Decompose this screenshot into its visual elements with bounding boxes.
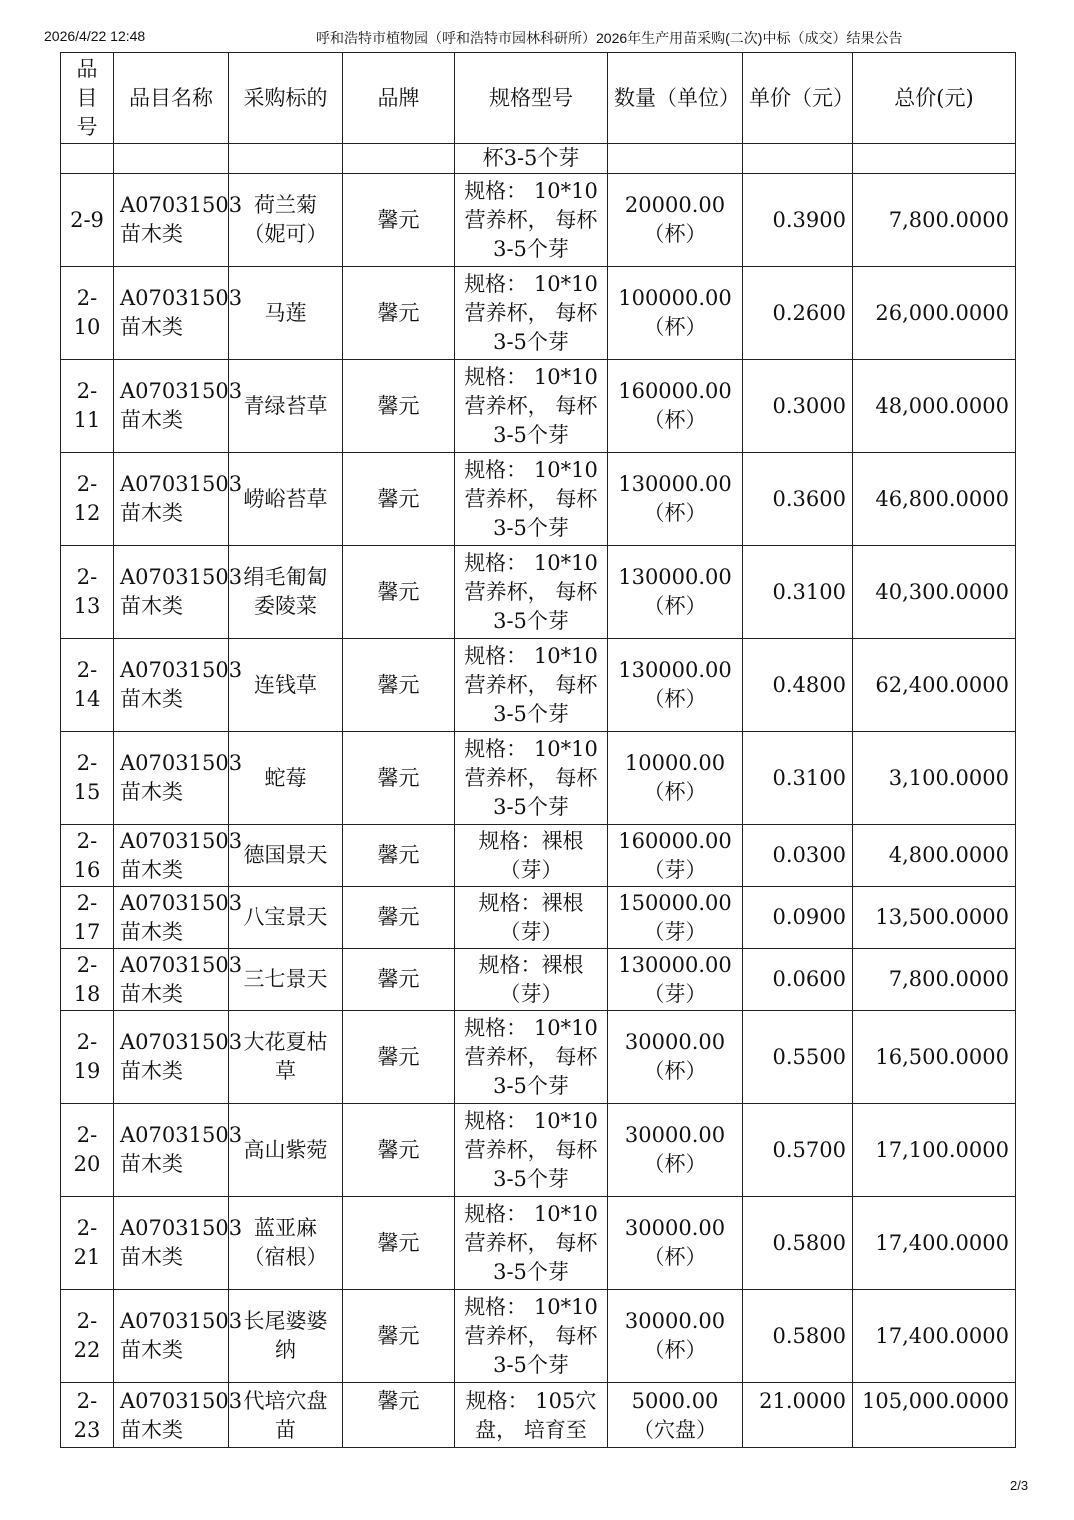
item-name-cell: 崂峪苔草	[229, 453, 343, 546]
spec-cell: 规格： 10*10营养杯， 每杯3-5个芽	[455, 1011, 608, 1104]
quantity-cell: 160000.00（杯）	[608, 360, 743, 453]
brand-cell: 馨元	[343, 825, 455, 887]
total-price-cell: 17,400.0000	[853, 1197, 1016, 1290]
category-cell: A07031503 苗木类	[114, 732, 229, 825]
total-price-cell: 105,000.0000	[853, 1383, 1016, 1448]
unit-price-cell: 0.3100	[743, 732, 853, 825]
quantity-cell: 100000.00（杯）	[608, 267, 743, 360]
item-no-cell: 2-19	[61, 1011, 114, 1104]
spec-cell: 规格： 10*10营养杯， 每杯3-5个芽	[455, 732, 608, 825]
category-cell: A07031503 苗木类	[114, 267, 229, 360]
brand-cell: 馨元	[343, 1104, 455, 1197]
item-name-cell: 德国景天	[229, 825, 343, 887]
col-header-spec: 规格型号	[455, 53, 608, 144]
total-price-cell: 3,100.0000	[853, 732, 1016, 825]
quantity-cell: 10000.00（杯）	[608, 732, 743, 825]
table-row	[61, 1011, 1016, 1104]
quantity-cell: 30000.00（杯）	[608, 1290, 743, 1383]
unit-price-cell: 0.0900	[743, 887, 853, 949]
unit-price-cell: 0.3900	[743, 174, 853, 267]
quantity-cell: 130000.00（芽）	[608, 949, 743, 1011]
table-row	[61, 1290, 1016, 1383]
total-price-cell: 40,300.0000	[853, 546, 1016, 639]
quantity-cell: 20000.00（杯）	[608, 174, 743, 267]
spec-cell: 规格： 10*10营养杯， 每杯3-5个芽	[455, 639, 608, 732]
table-row-continuation	[61, 144, 1016, 174]
brand-cell: 馨元	[343, 1011, 455, 1104]
brand-cell: 馨元	[343, 732, 455, 825]
total-price-cell: 16,500.0000	[853, 1011, 1016, 1104]
item-name-cell: 蛇莓	[229, 732, 343, 825]
category-cell: A07031503 苗木类	[114, 949, 229, 1011]
category-cell: A07031503 苗木类	[114, 887, 229, 949]
item-no-cell: 2-16	[61, 825, 114, 887]
total-price-cell: 46,800.0000	[853, 453, 1016, 546]
total-price-cell: 48,000.0000	[853, 360, 1016, 453]
category-cell: A07031503 苗木类	[114, 174, 229, 267]
item-no-cell: 2-9	[61, 174, 114, 267]
table-row	[61, 887, 1016, 949]
table-row	[61, 639, 1016, 732]
spec-cell: 规格： 10*10营养杯， 每杯3-5个芽	[455, 546, 608, 639]
spec-cell: 规格： 10*10营养杯， 每杯3-5个芽	[455, 174, 608, 267]
spec-cell: 规格： 10*10营养杯， 每杯3-5个芽	[455, 1104, 608, 1197]
total-price-cell: 7,800.0000	[853, 949, 1016, 1011]
quantity-cell: 160000.00（芽）	[608, 825, 743, 887]
brand-cell: 馨元	[343, 639, 455, 732]
table-row	[61, 1383, 1016, 1448]
spec-cell: 规格：裸根（芽）	[455, 887, 608, 949]
unit-price-cell: 0.5700	[743, 1104, 853, 1197]
item-name-cell: 大花夏枯草	[229, 1011, 343, 1104]
category-cell: A07031503 苗木类	[114, 453, 229, 546]
quantity-cell: 130000.00（杯）	[608, 453, 743, 546]
item-no-cell: 2-23	[61, 1383, 114, 1448]
spec-cell: 规格： 10*10营养杯， 每杯3-5个芽	[455, 1197, 608, 1290]
table-row	[61, 546, 1016, 639]
total-price-cell: 7,800.0000	[853, 174, 1016, 267]
total-price-cell: 17,400.0000	[853, 1290, 1016, 1383]
table-row	[61, 1197, 1016, 1290]
item-name-cell: 代培穴盘苗	[229, 1383, 343, 1448]
item-name-cell: 三七景天	[229, 949, 343, 1011]
brand-cell: 馨元	[343, 174, 455, 267]
unit-price-cell: 0.3600	[743, 453, 853, 546]
quantity-cell: 5000.00（穴盘）	[608, 1383, 743, 1448]
item-no-cell: 2-18	[61, 949, 114, 1011]
item-no-cell: 2-20	[61, 1104, 114, 1197]
table-row	[61, 453, 1016, 546]
category-cell: A07031503 苗木类	[114, 639, 229, 732]
item-name-cell: 蓝亚麻（宿根）	[229, 1197, 343, 1290]
page-number: 2/3	[1010, 1478, 1029, 1493]
item-no-cell: 2-10	[61, 267, 114, 360]
unit-price-cell: 21.0000	[743, 1383, 853, 1448]
item-name-cell: 马莲	[229, 267, 343, 360]
table-row	[61, 825, 1016, 887]
spec-cell: 规格： 10*10营养杯， 每杯3-5个芽	[455, 453, 608, 546]
brand-cell: 馨元	[343, 546, 455, 639]
item-name-cell: 连钱草	[229, 639, 343, 732]
spec-cell: 规格： 105穴盘， 培育至	[455, 1383, 608, 1448]
col-header-no: 品目号	[61, 53, 114, 144]
total-price-cell: 4,800.0000	[853, 825, 1016, 887]
print-datetime: 2026/4/22 12:48	[44, 28, 146, 44]
quantity-cell: 30000.00（杯）	[608, 1011, 743, 1104]
table-row	[61, 174, 1016, 267]
category-cell: A07031503 苗木类	[114, 1011, 229, 1104]
brand-cell: 馨元	[343, 267, 455, 360]
item-no-cell: 2-13	[61, 546, 114, 639]
unit-price-cell: 0.3000	[743, 360, 853, 453]
quantity-cell: 30000.00（杯）	[608, 1104, 743, 1197]
spec-cell: 规格：裸根（芽）	[455, 825, 608, 887]
category-cell: A07031503 苗木类	[114, 546, 229, 639]
total-price-cell: 13,500.0000	[853, 887, 1016, 949]
brand-cell: 馨元	[343, 453, 455, 546]
spec-cell: 规格： 10*10营养杯， 每杯3-5个芽	[455, 1290, 608, 1383]
spec-cell: 规格：裸根（芽）	[455, 949, 608, 1011]
col-header-category: 品目名称	[114, 53, 229, 144]
total-price-cell: 62,400.0000	[853, 639, 1016, 732]
category-cell: A07031503 苗木类	[114, 1290, 229, 1383]
item-name-cell: 荷兰菊（妮可）	[229, 174, 343, 267]
item-name-cell: 高山紫菀	[229, 1104, 343, 1197]
unit-price-cell: 0.2600	[743, 267, 853, 360]
unit-price-cell: 0.3100	[743, 546, 853, 639]
unit-price-cell: 0.5800	[743, 1290, 853, 1383]
col-header-qty: 数量（单位）	[608, 53, 743, 144]
category-cell: A07031503 苗木类	[114, 1104, 229, 1197]
item-name-cell: 长尾婆婆纳	[229, 1290, 343, 1383]
category-cell: A07031503 苗木类	[114, 1383, 229, 1448]
col-header-unit-price: 单价（元）	[743, 53, 853, 144]
brand-cell: 馨元	[343, 887, 455, 949]
item-no-cell: 2-11	[61, 360, 114, 453]
unit-price-cell: 0.5800	[743, 1197, 853, 1290]
quantity-cell: 130000.00（杯）	[608, 546, 743, 639]
brand-cell: 馨元	[343, 949, 455, 1011]
item-no-cell: 2-17	[61, 887, 114, 949]
table-row	[61, 1104, 1016, 1197]
total-price-cell: 26,000.0000	[853, 267, 1016, 360]
item-no-cell: 2-22	[61, 1290, 114, 1383]
item-no-cell: 2-21	[61, 1197, 114, 1290]
quantity-cell: 150000.00（芽）	[608, 887, 743, 949]
item-no-cell: 2-14	[61, 639, 114, 732]
unit-price-cell: 0.4800	[743, 639, 853, 732]
table-row	[61, 949, 1016, 1011]
item-name-cell: 青绿苔草	[229, 360, 343, 453]
item-name-cell: 八宝景天	[229, 887, 343, 949]
item-no-cell: 2-12	[61, 453, 114, 546]
quantity-cell: 30000.00（杯）	[608, 1197, 743, 1290]
col-header-brand: 品牌	[343, 53, 455, 144]
results-table	[60, 52, 1016, 1448]
spec-cell: 规格： 10*10营养杯， 每杯3-5个芽	[455, 360, 608, 453]
category-cell: A07031503 苗木类	[114, 360, 229, 453]
document-title: 呼和浩特市植物园（呼和浩特市园林科研所）2026年生产用苗采购(二次)中标（成交）结果公告	[316, 30, 903, 46]
category-cell: A07031503 苗木类	[114, 1197, 229, 1290]
table-row	[61, 360, 1016, 453]
brand-cell: 馨元	[343, 1383, 455, 1448]
table-row	[61, 267, 1016, 360]
item-name-cell: 绢毛匍匐委陵菜	[229, 546, 343, 639]
brand-cell: 馨元	[343, 1197, 455, 1290]
unit-price-cell: 0.5500	[743, 1011, 853, 1104]
col-header-item: 采购标的	[229, 53, 343, 144]
item-no-cell: 2-15	[61, 732, 114, 825]
spec-cell: 杯3-5个芽	[455, 144, 608, 174]
unit-price-cell: 0.0300	[743, 825, 853, 887]
total-price-cell: 17,100.0000	[853, 1104, 1016, 1197]
unit-price-cell: 0.0600	[743, 949, 853, 1011]
category-cell: A07031503 苗木类	[114, 825, 229, 887]
table-header-row	[61, 53, 1016, 144]
brand-cell: 馨元	[343, 1290, 455, 1383]
spec-cell: 规格： 10*10营养杯， 每杯3-5个芽	[455, 267, 608, 360]
table-row	[61, 732, 1016, 825]
quantity-cell: 130000.00（杯）	[608, 639, 743, 732]
brand-cell: 馨元	[343, 360, 455, 453]
col-header-total: 总价(元)	[853, 53, 1016, 144]
